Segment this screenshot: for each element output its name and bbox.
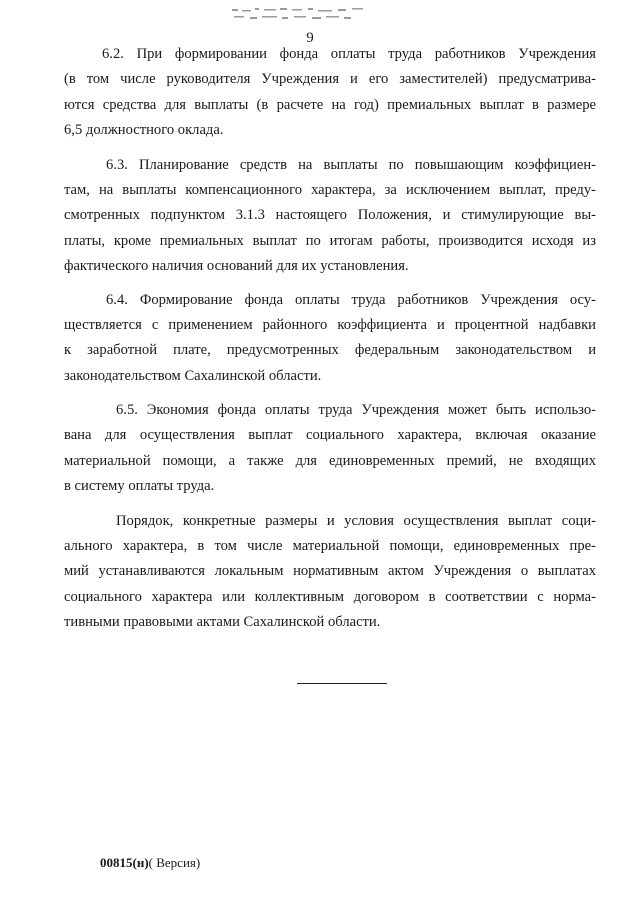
text-line: (в том числе руководителя Учреждения и его заместителей) предусматрива- (64, 71, 596, 88)
text-line: ются средства для выплаты (в расчете на год) премиальных выплат в размере (64, 96, 596, 113)
text-line: 6.5. Экономия фонда оплаты труда Учреждения может быть использо- (116, 402, 596, 419)
page-number: 9 (306, 30, 314, 46)
text-line: фактического наличия оснований для их установления. (64, 258, 409, 275)
text-line: 6.2. При формировании фонда оплаты труда работников Учреждения (102, 46, 596, 62)
paragraph-6-5 (64, 398, 596, 500)
text-line: тивными правовыми актами Сахалинской области. (64, 614, 381, 631)
paragraph-order (64, 509, 596, 636)
text-line: там, на выплаты компенсационного характера, за исключением выплат, преду- (64, 181, 596, 198)
text-line: социального характера или коллективным договором в соответствии с норма- (64, 588, 596, 605)
text-line: к заработной плате, предусмотренных федеральным законодательством и (64, 342, 596, 359)
text-line: ального характера, в том числе материальной помощи, единовременных пре- (64, 538, 596, 555)
text-line: вана для осуществления выплат социального характера, включая оказание (64, 427, 596, 444)
text-line: мий устанавливаются локальным нормативным актом Учреждения о выплатах (64, 563, 596, 580)
text-line: в систему оплаты труда. (64, 478, 215, 495)
text-line: материальной помощи, а также для единовременных премий, не входящих (64, 452, 596, 469)
text-line: ществляется с применением районного коэффициента и процентной надбавки (64, 316, 596, 333)
text-line: платы, кроме премиальных выплат по итогам работы, производится исходя из (64, 232, 596, 249)
text-line: 6.3. Планирование средств на выплаты по повышающим коэффициен- (106, 156, 596, 173)
document-code: 00815(н) (100, 855, 149, 870)
scan-noise-marks (230, 6, 380, 22)
text-line: смотренных подпунктом 3.1.3 настоящего Положения, и стимулирующие вы- (64, 207, 596, 224)
document-body (64, 40, 596, 636)
end-divider (297, 683, 387, 684)
document-version: ( Версия) (148, 855, 201, 870)
text-line: 6.4. Формирование фонда оплаты труда работников Учреждения осу- (106, 291, 596, 308)
paragraph-6-3 (64, 153, 596, 280)
paragraph-6-4 (64, 288, 596, 390)
text-line: 6,5 должностного оклада. (64, 122, 224, 139)
text-line: законодательством Сахалинской области. (64, 367, 322, 384)
text-line: Порядок, конкретные размеры и условия осуществления выплат соци- (116, 512, 596, 529)
footer (100, 855, 200, 871)
paragraph-6-2 (64, 42, 596, 144)
